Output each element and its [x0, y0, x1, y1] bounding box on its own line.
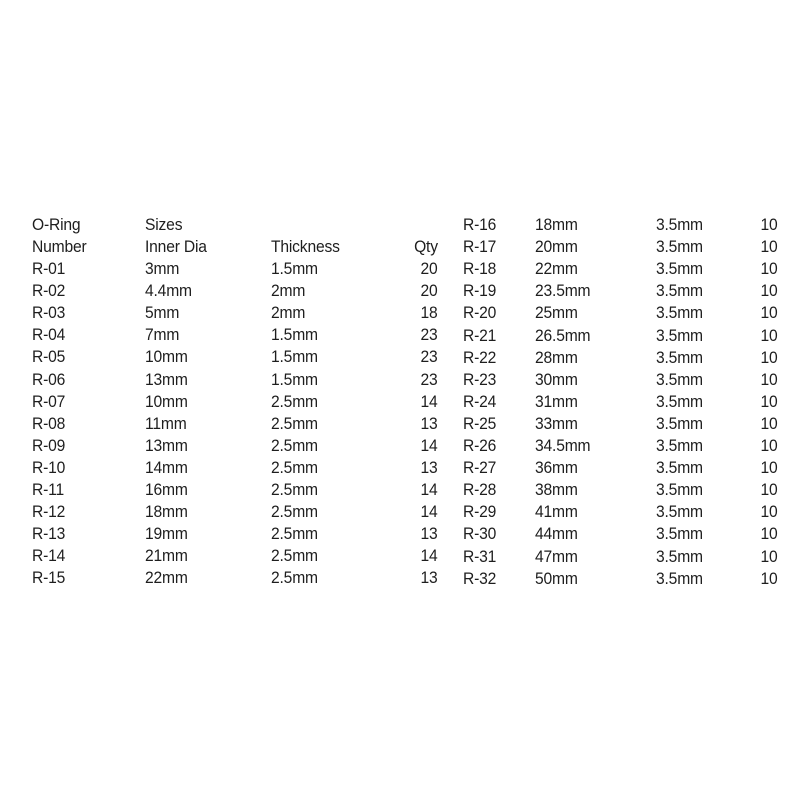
inner-dia: 18mm	[145, 502, 188, 522]
oring-number: R-09	[32, 435, 66, 455]
oring-number: R-24	[463, 391, 497, 411]
inner-dia: 44mm	[535, 524, 578, 544]
qty: 23	[420, 347, 438, 367]
qty: 18	[420, 303, 438, 323]
thickness: 2.5mm	[271, 568, 318, 588]
inner-dia: 22mm	[535, 259, 578, 279]
oring-number: R-12	[32, 502, 66, 522]
qty: 10	[760, 391, 778, 411]
thickness: 3.5mm	[656, 325, 703, 345]
inner-dia: 3mm	[145, 259, 180, 278]
qty: 20	[420, 281, 438, 301]
thickness: 3.5mm	[656, 458, 703, 478]
oring-number: R-06	[32, 369, 66, 389]
header-thickness: Thickness	[271, 237, 340, 256]
oring-number: R-11	[32, 480, 65, 499]
qty: 13	[420, 568, 438, 588]
inner-dia: 26.5mm	[535, 325, 591, 345]
qty: 10	[760, 502, 778, 522]
oring-number: R-27	[463, 458, 497, 478]
thickness: 2.5mm	[271, 546, 318, 566]
thickness: 1.5mm	[271, 259, 318, 278]
inner-dia: 23.5mm	[535, 281, 591, 301]
thickness: 3.5mm	[656, 502, 703, 522]
thickness: 3.5mm	[656, 568, 703, 588]
qty: 10	[760, 369, 778, 389]
inner-dia: 41mm	[535, 502, 578, 522]
thickness: 3.5mm	[656, 480, 703, 500]
qty: 10	[760, 325, 778, 345]
oring-number: R-25	[463, 413, 497, 433]
qty: 10	[760, 546, 778, 566]
inner-dia: 25mm	[535, 303, 578, 323]
thickness: 3.5mm	[656, 413, 703, 433]
qty: 10	[760, 524, 778, 544]
qty: 10	[760, 237, 778, 257]
thickness: 3.5mm	[656, 524, 703, 544]
oring-number: R-28	[463, 480, 497, 500]
oring-number: R-01	[32, 259, 66, 278]
qty: 23	[420, 325, 438, 345]
qty: 10	[760, 568, 778, 588]
qty: 13	[420, 457, 438, 477]
oring-number: R-13	[32, 524, 66, 544]
inner-dia: 30mm	[535, 369, 578, 389]
inner-dia: 28mm	[535, 347, 578, 367]
header-qty: Qty	[414, 237, 438, 256]
qty: 10	[760, 281, 778, 301]
thickness: 2mm	[271, 281, 306, 301]
thickness: 3.5mm	[656, 259, 703, 279]
oring-number: R-23	[463, 369, 497, 389]
oring-number: R-04	[32, 325, 66, 345]
qty: 14	[420, 546, 438, 566]
oring-number: R-26	[463, 436, 497, 455]
qty: 10	[760, 458, 778, 478]
inner-dia: 18mm	[535, 215, 578, 234]
inner-dia: 10mm	[145, 391, 188, 411]
thickness: 2.5mm	[271, 413, 318, 433]
inner-dia: 10mm	[145, 347, 188, 367]
qty: 10	[760, 303, 778, 323]
thickness: 2.5mm	[271, 502, 318, 522]
oring-number: R-16	[463, 215, 497, 234]
thickness: 3.5mm	[656, 347, 703, 367]
thickness: 3.5mm	[656, 281, 703, 301]
inner-dia: 36mm	[535, 458, 578, 478]
thickness: 1.5mm	[271, 347, 318, 367]
oring-number: R-29	[463, 502, 497, 522]
thickness: 1.5mm	[271, 325, 318, 345]
thickness: 2.5mm	[271, 435, 318, 455]
qty: 10	[760, 436, 778, 455]
header-inner-dia: Inner Dia	[145, 237, 207, 256]
qty: 10	[760, 259, 778, 279]
inner-dia: 22mm	[145, 568, 188, 588]
oring-number: R-31	[463, 546, 497, 566]
thickness: 3.5mm	[656, 369, 703, 389]
qty: 14	[420, 391, 438, 411]
oring-number: R-10	[32, 457, 66, 477]
inner-dia: 7mm	[145, 325, 180, 345]
inner-dia: 5mm	[145, 303, 180, 323]
inner-dia: 47mm	[535, 546, 578, 566]
inner-dia: 33mm	[535, 413, 578, 433]
oring-number: R-21	[463, 325, 497, 345]
thickness: 3.5mm	[656, 237, 703, 257]
thickness: 3.5mm	[656, 546, 703, 566]
qty: 23	[420, 369, 438, 389]
thickness: 3.5mm	[656, 391, 703, 411]
oring-number: R-17	[463, 237, 497, 257]
inner-dia: 38mm	[535, 480, 578, 500]
inner-dia: 34.5mm	[535, 436, 591, 455]
oring-number: R-14	[32, 546, 66, 566]
qty: 13	[420, 524, 438, 544]
oring-number: R-03	[32, 303, 66, 323]
qty: 14	[420, 502, 438, 522]
qty: 13	[420, 413, 438, 433]
oring-number: R-15	[32, 568, 66, 588]
oring-number: R-18	[463, 259, 497, 279]
thickness: 2.5mm	[271, 480, 318, 499]
inner-dia: 19mm	[145, 524, 188, 544]
oring-number: R-30	[463, 524, 497, 544]
qty: 10	[760, 215, 778, 234]
oring-number: R-20	[463, 303, 497, 323]
qty: 10	[760, 413, 778, 433]
thickness: 2.5mm	[271, 391, 318, 411]
header-number: Number	[32, 237, 87, 256]
thickness: 3.5mm	[656, 436, 703, 455]
inner-dia: 16mm	[145, 480, 188, 499]
inner-dia: 11mm	[145, 413, 187, 433]
oring-number: R-05	[32, 347, 66, 367]
inner-dia: 20mm	[535, 237, 578, 257]
oring-number: R-07	[32, 391, 66, 411]
qty: 14	[420, 480, 438, 499]
qty: 20	[420, 259, 438, 278]
oring-number: R-19	[463, 281, 497, 301]
inner-dia: 14mm	[145, 457, 188, 477]
inner-dia: 21mm	[145, 546, 188, 566]
inner-dia: 31mm	[535, 391, 578, 411]
thickness: 2.5mm	[271, 524, 318, 544]
qty: 10	[760, 480, 778, 500]
inner-dia: 50mm	[535, 568, 578, 588]
inner-dia: 13mm	[145, 369, 188, 389]
oring-number: R-02	[32, 281, 66, 301]
thickness: 1.5mm	[271, 369, 318, 389]
qty: 14	[420, 435, 438, 455]
thickness: 3.5mm	[656, 303, 703, 323]
qty: 10	[760, 347, 778, 367]
inner-dia: 13mm	[145, 435, 188, 455]
inner-dia: 4.4mm	[145, 281, 192, 301]
thickness: 2mm	[271, 303, 306, 323]
oring-number: R-08	[32, 413, 66, 433]
header-sizes: Sizes	[145, 215, 183, 234]
header-oring: O-Ring	[32, 215, 81, 234]
thickness: 2.5mm	[271, 457, 318, 477]
oring-number: R-32	[463, 568, 497, 588]
thickness: 3.5mm	[656, 215, 703, 234]
oring-number: R-22	[463, 347, 497, 367]
